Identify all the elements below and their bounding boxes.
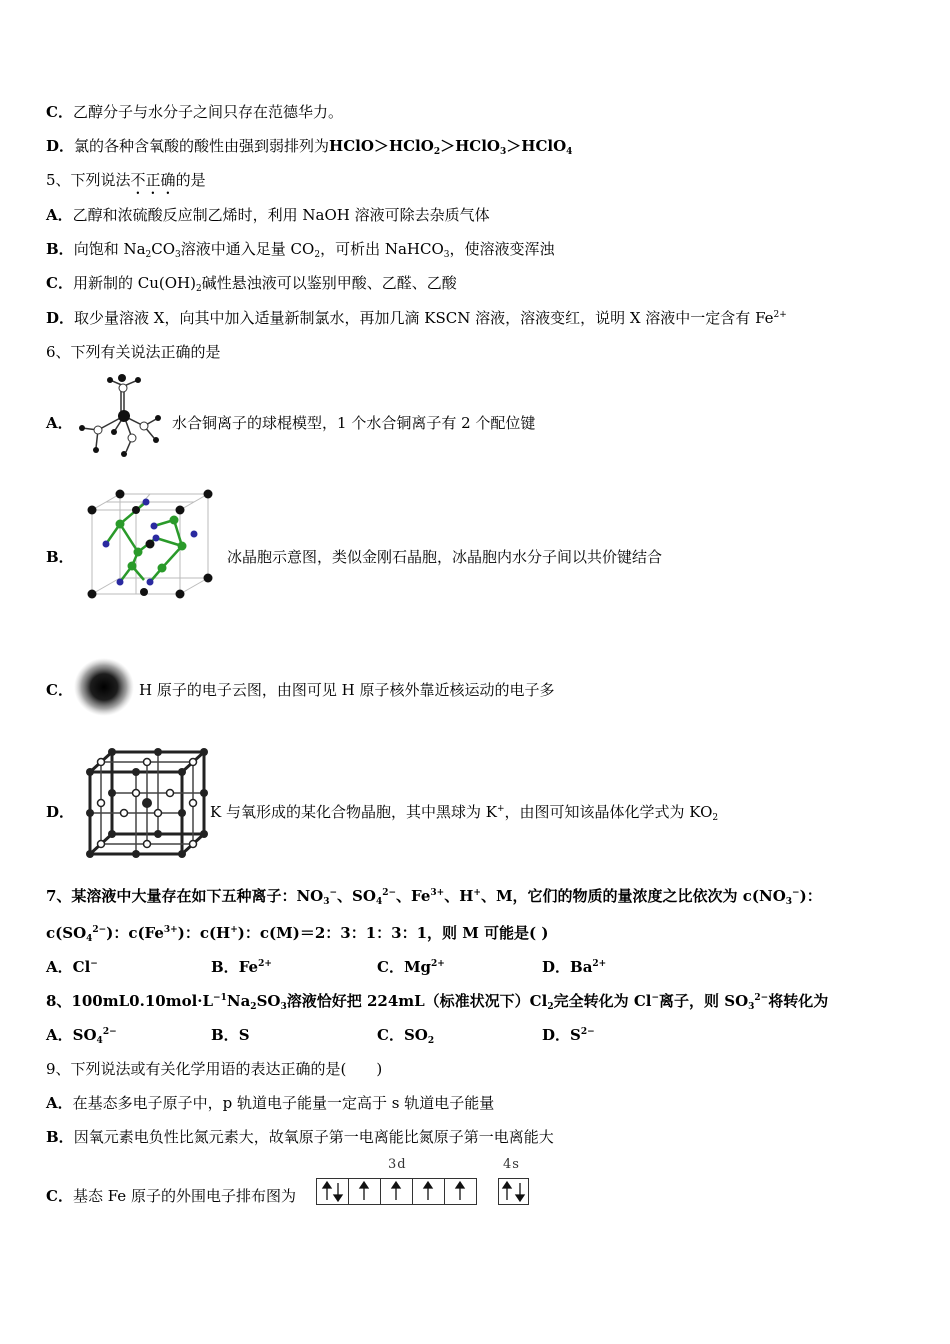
q5-stem: 5、下列说法不正确的是	[46, 171, 206, 189]
q6-option-d-text: K 与氧形成的某化合物晶胞，其中黑球为 K+，由图可知该晶体化学式为 $KO_2$	[210, 803, 719, 823]
q6-option-d: D．	[46, 803, 75, 821]
q8-option-d: D．$S^{2-}$	[542, 1026, 595, 1044]
q7-option-c: C．$Mg^{2+}$	[377, 958, 445, 976]
q6-option-b: B．	[46, 548, 74, 566]
acid-formula: HClO＞HClO$_2$＞HClO$_3$＞HClO$_4$	[329, 137, 573, 157]
q5-option-a: A．乙醇和浓硫酸反应制乙烯时，利用 NaOH 溶液可除去杂质气体	[46, 206, 490, 224]
q9-option-a: A．在基态多电子原子中，p 轨道电子能量一定高于 s 轨道电子能量	[46, 1094, 495, 1112]
q6-option-a: A．	[46, 414, 73, 432]
q9-option-b: B．因氧元素电负性比氮元素大，故氧原子第一电离能比氮原子第一电离能大	[46, 1128, 554, 1146]
orbital-label-4s: 4s	[503, 1157, 520, 1172]
q7-option-a: A．Cl−	[46, 958, 98, 976]
q9-option-c: C．基态 Fe 原子的外围电子排布图为	[46, 1187, 296, 1205]
q8-option-c: C．$SO_2$	[377, 1026, 435, 1046]
potassium-oxide-unit-cell	[84, 746, 210, 860]
electron-cloud-image	[74, 656, 134, 718]
q6-option-c-text: H 原子的电子云图，由图可见 H 原子核外靠近核运动的电子多	[139, 681, 555, 699]
hydrated-copper-ion-model	[74, 372, 170, 458]
q6-stem: 6、下列有关说法正确的是	[46, 343, 221, 361]
q7-option-d: D．$Ba^{2+}$	[542, 958, 607, 976]
q4-option-c	[46, 102, 343, 122]
q7-stem-line2: $c(SO_4^{2-})$：$c(Fe^{3+})$：c(H+)：c(M)＝2：3：1：3：1，则 M 可能是( )	[46, 924, 549, 944]
atom	[118, 374, 126, 382]
q6-option-b-text: 冰晶胞示意图，类似金刚石晶胞，冰晶胞内水分子间以共价键结合	[227, 548, 663, 566]
q5-option-c: C．用新制的 $Cu(OH)_2$碱性悬浊液可以鉴别甲酸、乙醛、乙酸	[46, 274, 457, 294]
option-label: C．	[46, 103, 73, 121]
q7-option-b: B．$Fe^{2+}$	[211, 958, 272, 976]
option-text: 乙醇分子与水分子之间只存在范德华力。	[72, 103, 343, 121]
q7-stem-line1: 7、某溶液中大量存在如下五种离子：$NO_3^-$、$SO_4^{2-}$、$Fe^{3+}$、H+、M，它们的物质的量浓度之比依次为 $c(NO_3^-)$：	[46, 887, 822, 907]
q6-option-a-text: 水合铜离子的球棍模型，1 个水合铜离子有 2 个配位键	[172, 414, 536, 432]
option-text: 氯的各种含氧酸的酸性由强到弱排列为	[74, 137, 330, 155]
q8-stem: 8、$100mL0.10mol\cdot L^{-1}Na_2SO_3$溶液恰好把 224mL（标准状况下）$Cl_2$完全转化为 Cl−离子，则 $SO_3^{2-}$将转化为	[46, 992, 829, 1012]
q6-option-c: C．	[46, 681, 73, 699]
q8-option-b: B．S	[211, 1026, 250, 1044]
emphasis-text: 不正确	[130, 171, 176, 189]
q5-option-d: D．取少量溶液 X，向其中加入适量新制氯水，再加几滴 KSCN 溶液，溶液变红，说明 X 溶液中一定含有 $Fe^{2+}$	[46, 309, 787, 327]
q8-option-a: A．$SO_4^{2-}$	[46, 1026, 117, 1046]
option-label: D．	[46, 137, 75, 155]
q4-option-d	[46, 136, 572, 156]
q5-option-b: B．向饱和 $Na_2CO_3$溶液中通入足量 $CO_2$，可析出 NaHCO$_3$，使溶液变浑浊	[46, 240, 555, 260]
q9-stem: 9、下列说法或有关化学用语的表达正确的是( )	[46, 1060, 383, 1078]
ice-unit-cell-diagram	[84, 488, 214, 602]
orbital-label-3d: 3d	[388, 1157, 407, 1172]
electron-orbital-diagram	[316, 1178, 532, 1206]
